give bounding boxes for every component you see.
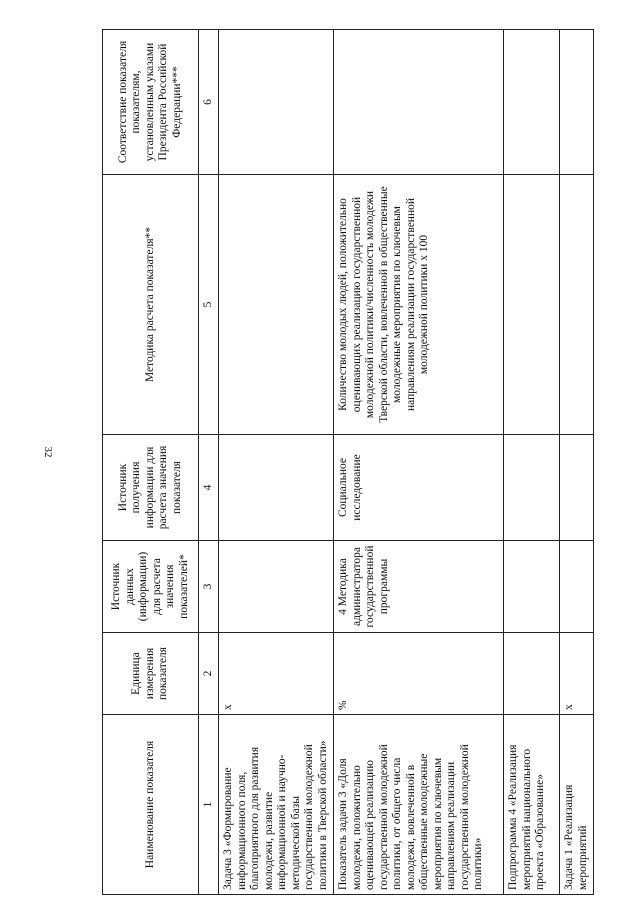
header-cell: Методика расчета показателя** [103, 175, 199, 435]
header-cell: Соответствие показателя показателям, установленным указами Президента Российской Федерации*** [103, 30, 199, 175]
data-source-cell [504, 541, 560, 633]
method-cell [504, 175, 560, 435]
info-source-cell: Социальное исследование [334, 435, 504, 541]
compliance-cell [334, 30, 504, 175]
data-source-cell [560, 541, 594, 633]
header-cell: Наименование показателя [103, 715, 199, 895]
header-cell: Единица измерения показателя [103, 633, 199, 715]
page-number: 32 [42, 446, 54, 458]
unit-cell [504, 633, 560, 715]
table-row [560, 30, 594, 895]
data-source-cell [219, 541, 334, 633]
data-source-cell: 4 Методика администратора государственной программы [334, 541, 504, 633]
column-number: 5 [199, 175, 219, 435]
compliance-cell [560, 30, 594, 175]
method-cell [219, 175, 334, 435]
table-row [219, 30, 334, 895]
unit-cell: % [334, 633, 504, 715]
indicator-name: Задача 1 «Реализация мероприятий [560, 715, 594, 895]
indicator-name: Показатель задачи 3 «Доля молодежи, положительно оценивающей реализацию государственной молодежной политики, от общего числа молодежи, вовлеченной в общественные молодежные мероприятия по ключевым направлениям реализации государственной молодежной политики» [334, 715, 504, 895]
table-row [504, 30, 560, 895]
rotated-page-content [102, 30, 589, 895]
method-cell [560, 175, 594, 435]
column-number: 1 [199, 715, 219, 895]
column-number: 2 [199, 633, 219, 715]
indicator-table [102, 29, 594, 895]
column-number: 6 [199, 30, 219, 175]
compliance-cell [219, 30, 334, 175]
unit-cell: х [560, 633, 594, 715]
header-cell: Источник получения информации для расчета значения показателя [103, 435, 199, 541]
method-cell: Количество молодых людей, положительно оценивающих реализацию государственной молодежной политики/численность молодежи Тверской области, вовлеченной в общественные молодежные мероприятия по ключевым направлениям реализации государственной молодежной политики х 100 [334, 175, 504, 435]
info-source-cell [504, 435, 560, 541]
info-source-cell [560, 435, 594, 541]
unit-cell: х [219, 633, 334, 715]
indicator-name: Задача 3 «Формирование информационного поля, благоприятного для развития молодежи, развитие информационной и научно-методической базы государственной молодежной политики в Тверской области» [219, 715, 334, 895]
info-source-cell [219, 435, 334, 541]
column-number: 3 [199, 541, 219, 633]
subprogram-name: Подпрограмма 4 «Реализация мероприятий национального проекта «Образование» [504, 715, 560, 895]
column-number-row [199, 30, 219, 895]
column-number: 4 [199, 435, 219, 541]
table-row [334, 30, 504, 895]
compliance-cell [504, 30, 560, 175]
header-cell: Источник данных (информации) для расчета значения показателей* [103, 541, 199, 633]
header-row [103, 30, 199, 895]
